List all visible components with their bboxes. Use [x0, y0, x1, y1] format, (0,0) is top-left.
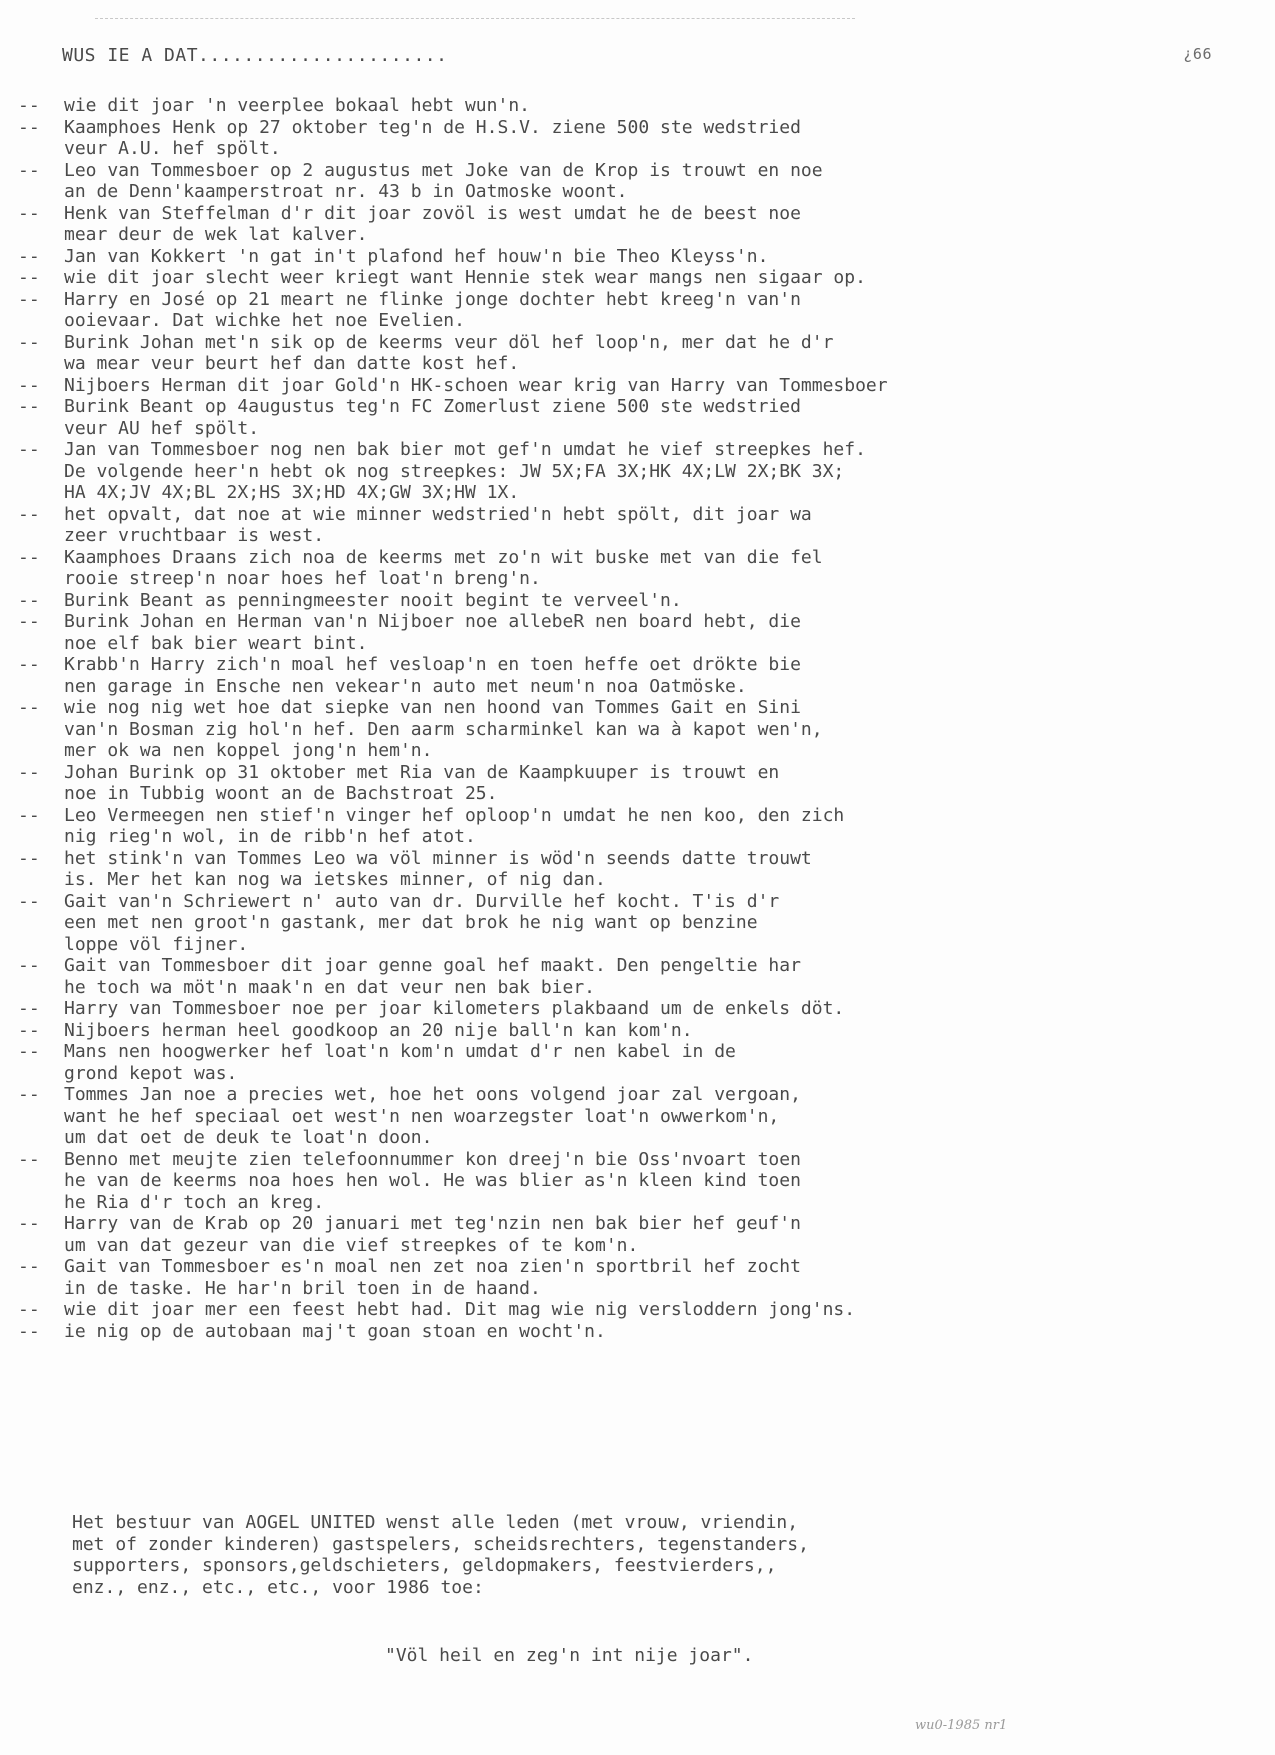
item-text: Leo van Tommesboer op 2 augustus met Joke van de Krop is trouwt en noe an de Denn'kaamperstroat nr. 43 b in Oatmoske woont. — [64, 159, 823, 202]
item-text: Burink Johan met'n sik op de keerms veur döl hef loop'n, mer dat he d'r wa mear veur beurt hef dan datte kost hef. — [64, 331, 834, 374]
list-item — [18, 762, 1253, 805]
item-text: Nijboers Herman dit joar Gold'n HK-schoen wear krig van Harry van Tommesboer — [64, 374, 888, 396]
item-text: Gait van'n Schriewert n' auto van dr. Durville hef kocht. T'is d'r een met nen groot'n gastank, mer dat brok he nig want op benzine loppe völ fijner. — [64, 890, 780, 955]
item-dash: -- — [18, 439, 40, 460]
list-item — [18, 332, 1253, 375]
item-text: ie nig op de autobaan maj't goan stoan en wocht'n. — [64, 1320, 606, 1342]
item-dash: -- — [18, 267, 40, 288]
list-item — [18, 891, 1253, 956]
item-list — [18, 95, 1253, 1342]
list-item — [18, 1020, 1253, 1042]
list-item — [18, 547, 1253, 590]
item-text: Leo Vermeegen nen stief'n vinger hef oploop'n umdat he nen koo, den zich nig rieg'n wol, in de ribb'n hef atot. — [64, 804, 845, 847]
item-dash: -- — [18, 546, 40, 568]
item-text: Nijboers herman heel goodkoop an 20 nije ball'n kan kom'n. — [64, 1019, 693, 1041]
item-text: Harry van Tommesboer noe per joar kilometers plakbaand um de enkels döt. — [64, 998, 845, 1019]
item-text: wie nog nig wet hoe dat siepke van nen hoond van Tommes Gait en Sini van'n Bosman zig hol'n hef. Den aarm scharminkel kan wa à kapot wen'n, mer ok wa nen koppel jong'n hem'n. — [64, 697, 823, 761]
list-item — [18, 654, 1253, 697]
item-dash: -- — [18, 890, 40, 912]
item-dash: -- — [18, 331, 40, 353]
item-dash: -- — [18, 202, 40, 224]
list-item — [18, 611, 1253, 654]
item-dash: -- — [18, 1148, 40, 1170]
list-item — [18, 848, 1253, 891]
item-text: Burink Johan en Herman van'n Nijboer noe allebeR nen board hebt, die noe elf bak bier weart bint. — [64, 611, 801, 654]
item-dash: -- — [18, 589, 40, 611]
item-text: Gait van Tommesboer es'n moal nen zet noa zien'n sportbril hef zocht in de taske. He har'n bril toen in de haand. — [64, 1256, 801, 1299]
list-item — [18, 1256, 1253, 1299]
list-item — [18, 1299, 1253, 1321]
document-title: WUS IE A DAT...................... — [62, 45, 448, 66]
item-text: wie dit joar slecht weer kriegt want Hennie stek wear mangs nen sigaar op. — [64, 267, 866, 288]
item-dash: -- — [18, 374, 40, 396]
item-dash: -- — [18, 955, 40, 976]
list-item — [18, 439, 1253, 504]
item-dash: -- — [18, 611, 40, 632]
item-dash: -- — [18, 804, 40, 826]
list-item — [18, 697, 1253, 762]
item-dash: -- — [18, 396, 40, 417]
list-item — [18, 117, 1253, 160]
item-text: Jan van Tommesboer nog nen bak bier mot gef'n umdat he vief streepkes hef. De volgende heer'n hebt ok nog streepkes: JW 5X;FA 3X;HK 4X;LW 2X;BK 3X; HA 4X;JV 4X;BL 2X;HS 3X;HD 4X;GW 3X;HW 1X. — [64, 439, 866, 503]
handwritten-note: wu0-1985 nr1 — [915, 1718, 1008, 1733]
item-text: Benno met meujte zien telefoonnummer kon dreej'n bie Oss'nvoart toen he van de keerms noa hoes hen wol. He was blier as'n kleen kind toen he Ria d'r toch an kreg. — [64, 1148, 801, 1213]
item-dash: -- — [18, 761, 40, 783]
document-header — [62, 45, 1232, 75]
item-text: wie dit joar 'n veerplee bokaal hebt wun'n. — [64, 95, 530, 116]
item-dash: -- — [18, 95, 40, 116]
item-dash: -- — [18, 1299, 40, 1320]
closing-paragraph: Het bestuur van AOGEL UNITED wenst alle leden (met vrouw, vriendin, met of zonder kinderen) gastspelers, scheidsrechters, tegenstanders, supporters, sponsors,geldschieters, geldopmakers, feestvierders,, enz., enz., etc., etc., voor 1986 toe: — [72, 1512, 809, 1598]
list-item — [18, 1041, 1253, 1084]
list-item — [18, 95, 1253, 117]
list-item — [18, 1321, 1253, 1343]
item-dash: -- — [18, 288, 40, 310]
item-dash: -- — [18, 159, 40, 181]
item-text: Jan van Kokkert 'n gat in't plafond hef houw'n bie Theo Kleyss'n. — [64, 245, 769, 267]
item-dash: -- — [18, 116, 40, 138]
item-text: Gait van Tommesboer dit joar genne goal hef maakt. Den pengeltie har he toch wa möt'n maak'n en dat veur nen bak bier. — [64, 955, 801, 998]
item-text: Kaamphoes Draans zich noa de keerms met zo'n wit buske met van die fel rooie streep'n noar hoes hef loat'n breng'n. — [64, 546, 823, 589]
item-dash: -- — [18, 503, 40, 525]
list-item — [18, 160, 1253, 203]
item-dash: -- — [18, 1320, 40, 1342]
item-dash: -- — [18, 654, 40, 675]
item-text: het stink'n van Tommes Leo wa völ minner is wöd'n seends datte trouwt is. Mer het kan nog wa ietskes minner, of nig dan. — [64, 847, 812, 890]
item-dash: -- — [18, 998, 40, 1019]
item-text: Krabb'n Harry zich'n moal hef vesloap'n en toen heffe oet drökte bie nen garage in Ensche nen vekear'n auto met neum'n noa Oatmöske. — [64, 654, 801, 697]
item-dash: -- — [18, 1019, 40, 1041]
item-dash: -- — [18, 245, 40, 267]
item-dash: -- — [18, 847, 40, 869]
item-dash: -- — [18, 1041, 40, 1062]
item-text: Harry van de Krab op 20 januari met teg'nzin nen bak bier hef geuf'n um van dat gezeur van die vief streepkes of te kom'n. — [64, 1213, 801, 1256]
list-item — [18, 955, 1253, 998]
item-dash: -- — [18, 1213, 40, 1234]
item-text: wie dit joar mer een feest hebt had. Dit mag wie nig versloddern jong'ns. — [64, 1299, 856, 1320]
item-text: Mans nen hoogwerker hef loat'n kom'n umdat d'r nen kabel in de grond kepot was. — [64, 1041, 736, 1084]
item-text: Tommes Jan noe a precies wet, hoe het oons volgend joar zal vergoan, want he hef speciaal oet west'n nen woarzegster loat'n owwerkom'n, um dat oet de deuk te loat'n doon. — [64, 1084, 801, 1148]
item-text: Burink Beant as penningmeester nooit begint te verveel'n. — [64, 589, 682, 611]
list-item — [18, 375, 1253, 397]
list-item — [18, 396, 1253, 439]
item-text: Burink Beant op 4augustus teg'n FC Zomerlust ziene 500 ste wedstried veur AU hef spölt. — [64, 396, 801, 439]
list-item — [18, 1149, 1253, 1214]
item-dash: -- — [18, 697, 40, 718]
list-item — [18, 246, 1253, 268]
list-item — [18, 1084, 1253, 1149]
item-text: Johan Burink op 31 oktober met Ria van de Kaampkuuper is trouwt en noe in Tubbig woont an de Bachstroat 25. — [64, 761, 780, 804]
item-text: Harry en José op 21 meart ne flinke jonge dochter hebt kreeg'n van'n ooievaar. Dat wichke het noe Evelien. — [64, 288, 801, 331]
item-text: Kaamphoes Henk op 27 oktober teg'n de H.S.V. ziene 500 ste wedstried veur A.U. hef spölt. — [64, 116, 801, 159]
list-item — [18, 267, 1253, 289]
top-dashed-rule — [95, 18, 855, 19]
list-item — [18, 998, 1253, 1020]
list-item — [18, 805, 1253, 848]
item-text: het opvalt, dat noe at wie minner wedstried'n hebt spölt, dit joar wa zeer vruchtbaar is west. — [64, 503, 812, 546]
list-item — [18, 590, 1253, 612]
item-dash: -- — [18, 1256, 40, 1277]
item-dash: -- — [18, 1084, 40, 1105]
page-number: ¿66 — [1183, 45, 1212, 63]
list-item — [18, 289, 1253, 332]
list-item — [18, 504, 1253, 547]
list-item — [18, 203, 1253, 246]
item-text: Henk van Steffelman d'r dit joar zovöl is west umdat he de beest noe mear deur de wek lat kalver. — [64, 202, 801, 245]
new-year-greeting: "Völ heil en zeg'n int nije joar". — [385, 1645, 754, 1666]
list-item — [18, 1213, 1253, 1256]
